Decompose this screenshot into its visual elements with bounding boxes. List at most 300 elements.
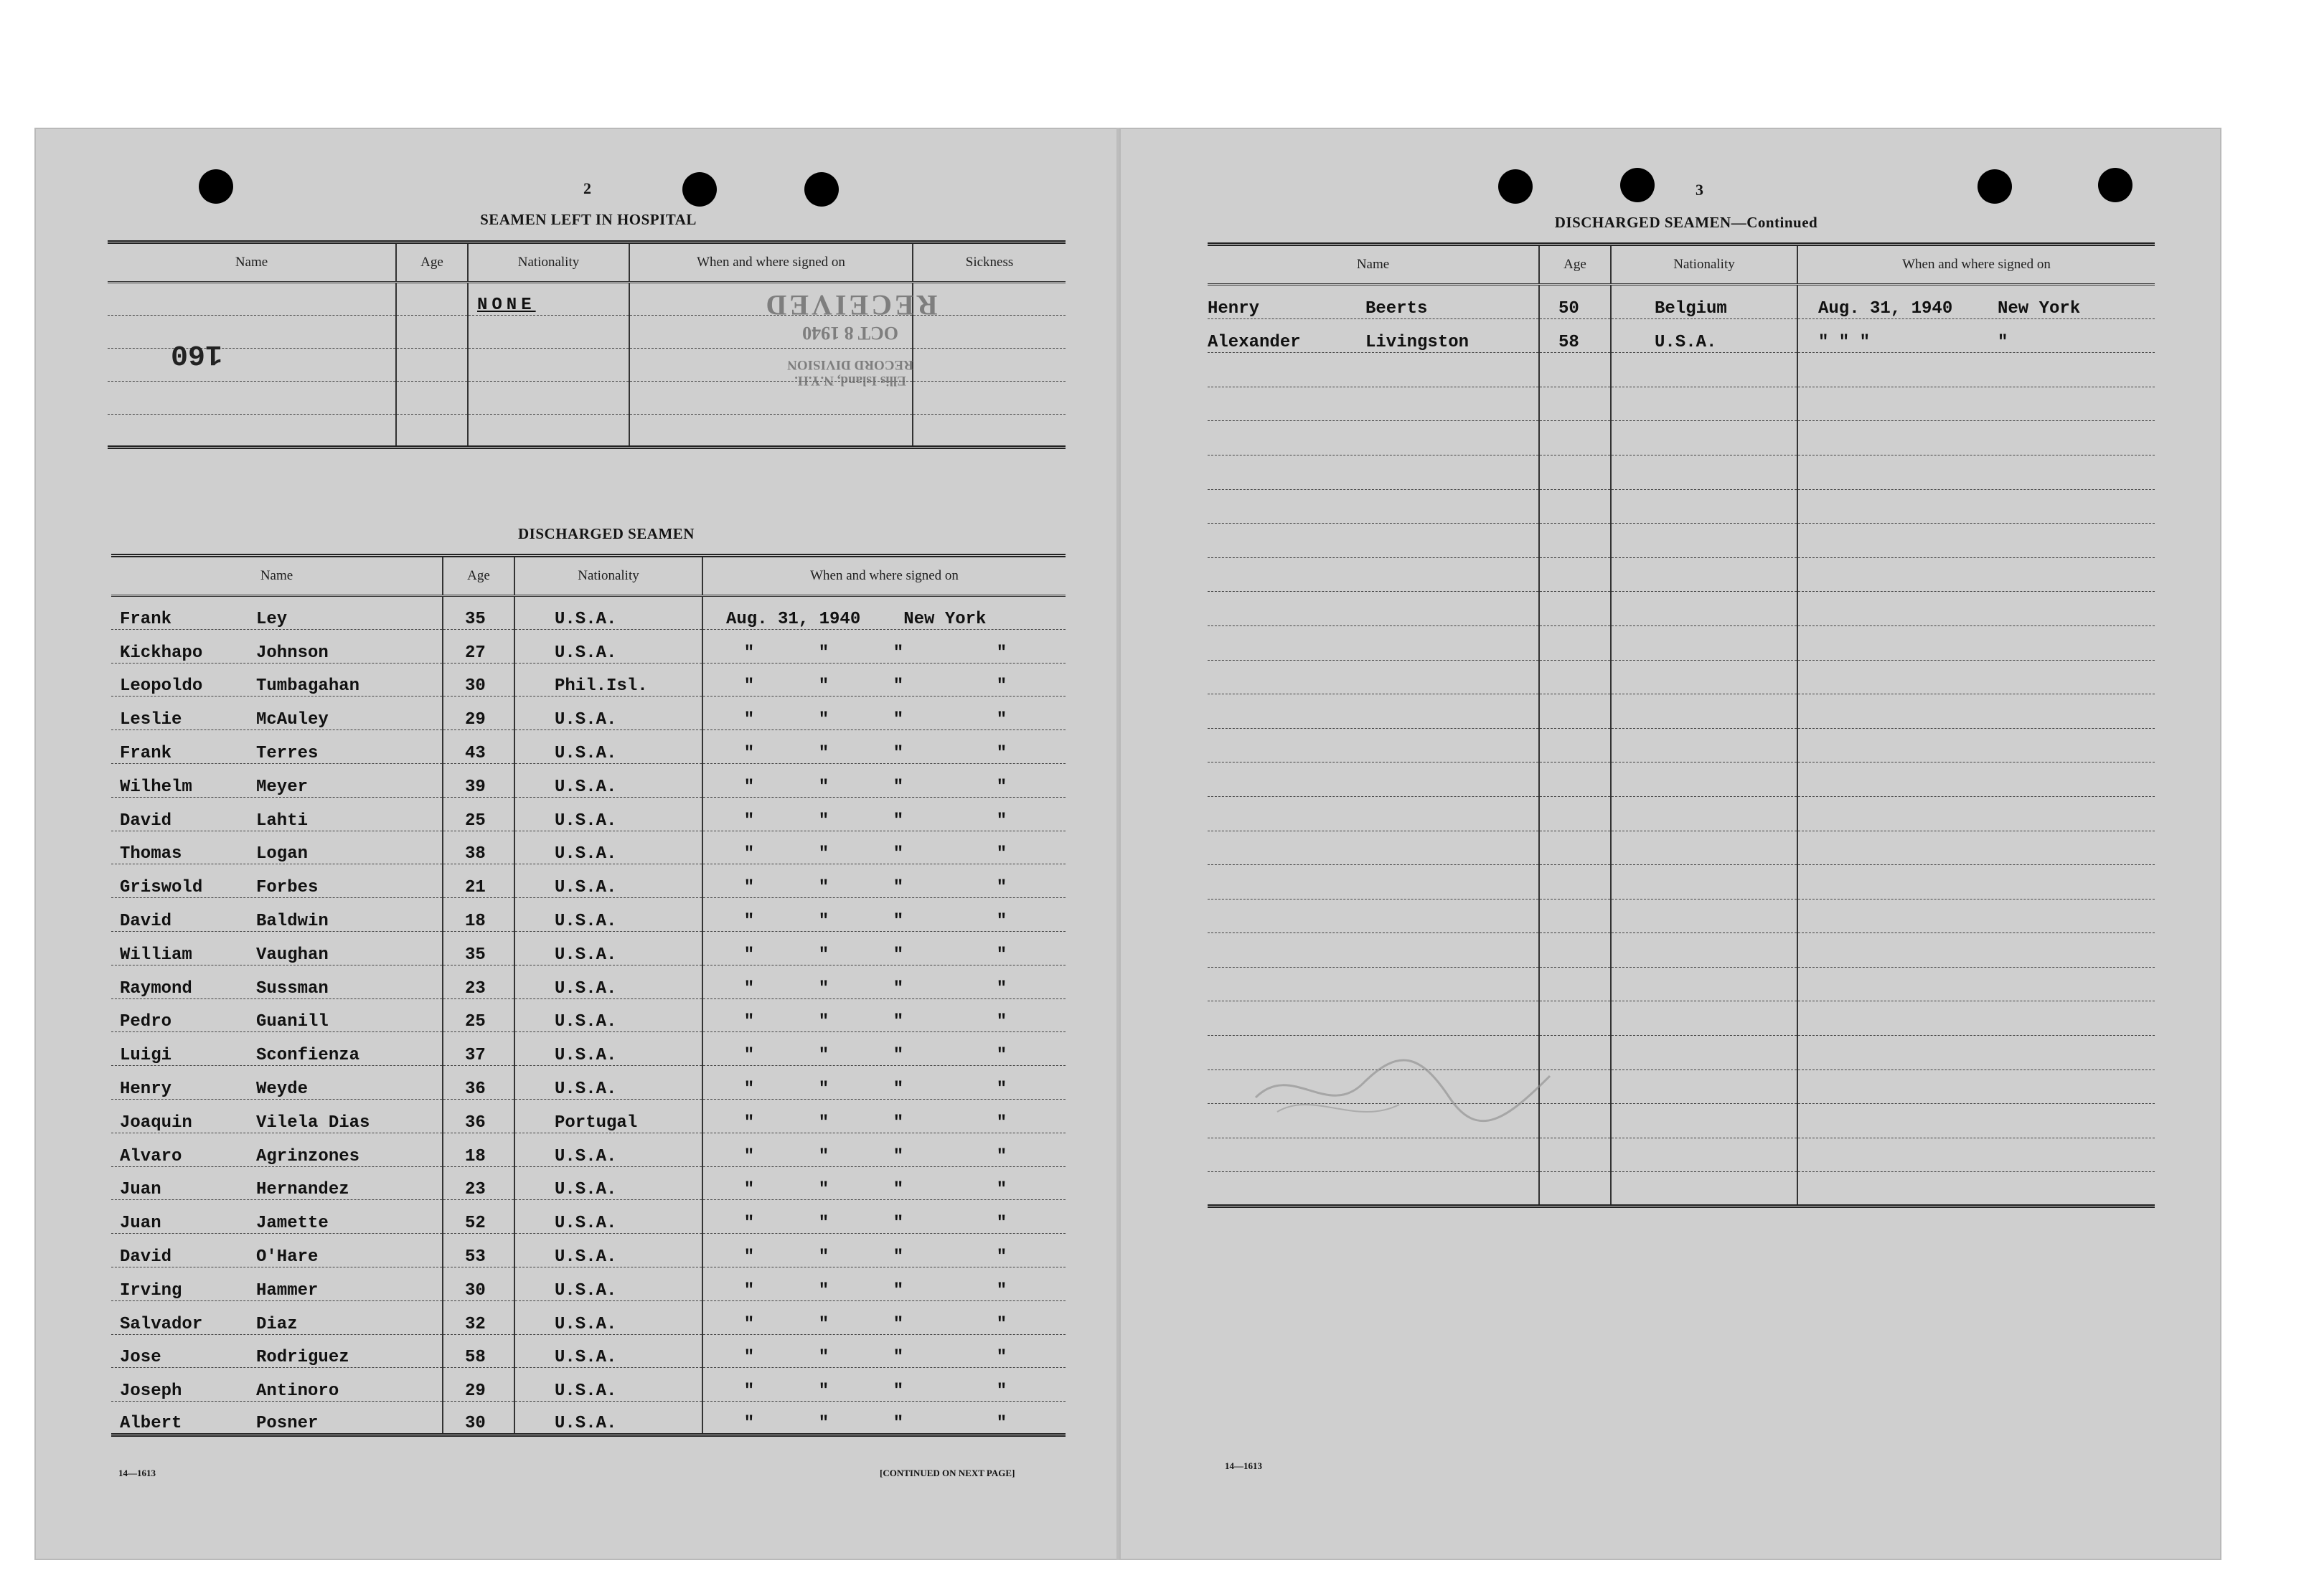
seaman-signed-on: [1797, 592, 2155, 626]
ditto-mark: ": [743, 1280, 755, 1300]
table-row: [111, 1267, 1066, 1300]
ditto-mark: ": [996, 676, 1007, 697]
seaman-name: [1208, 865, 1539, 899]
seaman-signed-on: [1797, 353, 2155, 387]
table-row: [1208, 421, 2155, 455]
seaman-signed-on: [1797, 455, 2155, 489]
table-row: [111, 763, 1066, 797]
first-name: Joaquin: [120, 1113, 192, 1133]
seaman-nationality: U.S.A.: [514, 1267, 702, 1300]
seaman-signed-on: [1797, 318, 2155, 353]
hospital-none-value: NONE: [477, 296, 536, 315]
seaman-signed-on: [702, 1267, 1066, 1300]
seaman-signed-on: [1797, 660, 2155, 694]
last-name: Rodriguez: [256, 1348, 349, 1368]
seaman-nationality: [1611, 353, 1797, 387]
seaman-name: [111, 797, 443, 831]
last-name: Meyer: [256, 777, 309, 797]
signed-on-date: Aug. 31, 1940: [726, 609, 861, 629]
ditto-mark: ": [893, 777, 904, 797]
seaman-age: [1539, 1172, 1611, 1207]
ditto-mark: ": [743, 777, 755, 797]
page-number: 2: [583, 179, 591, 197]
seaman-age: 29: [443, 697, 514, 730]
seaman-nationality: U.S.A.: [514, 1234, 702, 1267]
seaman-signed-on: [1797, 694, 2155, 729]
first-name: Albert: [120, 1413, 182, 1433]
ditto-mark: ": [743, 878, 755, 898]
seaman-age: [1539, 524, 1611, 558]
header-nationality: Nationality: [514, 556, 702, 596]
seaman-nationality: [1611, 1138, 1797, 1172]
seaman-name: [1208, 387, 1539, 421]
first-name: Frank: [120, 609, 172, 629]
ditto-mark: ": [818, 743, 829, 763]
ditto-mark: ": [893, 1046, 904, 1066]
ditto-mark: ": [818, 1113, 829, 1133]
table-row: [111, 965, 1066, 998]
seaman-signed-on: [702, 1133, 1066, 1166]
seaman-signed-on: [1797, 1036, 2155, 1070]
seaman-name: [1208, 831, 1539, 865]
ditto-mark: ": [996, 811, 1007, 831]
seaman-name: [1208, 421, 1539, 455]
header-nationality: Nationality: [1611, 245, 1797, 285]
ditto-mark: ": [893, 978, 904, 998]
seaman-nationality: [1611, 1001, 1797, 1036]
seaman-nationality: [1611, 1172, 1797, 1207]
seaman-name: [111, 663, 443, 697]
table-row: [1208, 1138, 2155, 1172]
seaman-age: 25: [443, 797, 514, 831]
seaman-signed-on: [702, 965, 1066, 998]
ditto-mark: ": [818, 1214, 829, 1234]
seaman-name: [111, 998, 443, 1032]
ditto-mark: ": [743, 676, 755, 697]
ditto-mark: ": [743, 1382, 755, 1402]
seaman-age: 36: [443, 1066, 514, 1100]
table-row: [1208, 899, 2155, 933]
seaman-signed-on: [1797, 762, 2155, 797]
ditto-mark: ": [996, 1382, 1007, 1402]
seaman-age: 38: [443, 831, 514, 864]
table-row: [111, 1402, 1066, 1435]
table-row: [111, 864, 1066, 898]
seaman-name: [111, 898, 443, 932]
ditto-mark: ": [818, 1046, 829, 1066]
form-number: 14—1613: [1225, 1460, 1262, 1471]
ditto-mark: ": [743, 844, 755, 864]
seaman-name: [111, 864, 443, 898]
ditto-mark: ": [743, 1247, 755, 1267]
seaman-age: 23: [443, 965, 514, 998]
last-name: Posner: [256, 1413, 319, 1433]
seaman-age: [1539, 831, 1611, 865]
last-name: Antinoro: [256, 1382, 339, 1402]
last-name: Guanill: [256, 1012, 329, 1032]
seaman-name: [111, 763, 443, 797]
seaman-signed-on: [702, 1334, 1066, 1368]
seaman-age: 30: [443, 663, 514, 697]
first-name: Leopoldo: [120, 676, 203, 697]
table-row: [1208, 967, 2155, 1001]
seaman-nationality: [1611, 421, 1797, 455]
stamp-line: RECORD DIVISION: [787, 357, 913, 372]
seaman-nationality: [1611, 524, 1797, 558]
seaman-age: [1539, 455, 1611, 489]
ditto-mark: ": [996, 1012, 1007, 1032]
seaman-name: [111, 931, 443, 965]
ditto-mark: ": [996, 945, 1007, 965]
seaman-name: [1208, 524, 1539, 558]
seaman-nationality: U.S.A.: [514, 730, 702, 764]
seaman-name: [1208, 625, 1539, 660]
seaman-name: [111, 697, 443, 730]
seaman-age: [1539, 660, 1611, 694]
table-row: [111, 831, 1066, 864]
seaman-nationality: U.S.A.: [514, 1368, 702, 1402]
seaman-name: [1208, 933, 1539, 968]
seaman-signed-on: [702, 1234, 1066, 1267]
ditto-mark: ": [893, 844, 904, 864]
table-row: [1208, 387, 2155, 421]
seaman-name: [1208, 762, 1539, 797]
seaman-signed-on: [702, 1402, 1066, 1435]
last-name: Terres: [256, 743, 319, 763]
seaman-age: [1539, 557, 1611, 592]
table-row: [111, 1300, 1066, 1334]
ditto-mark: ": [996, 1348, 1007, 1368]
table-row: [111, 1166, 1066, 1200]
signature-scribble: [1248, 1033, 1607, 1133]
ditto-mark: ": [743, 1214, 755, 1234]
seaman-nationality: [1611, 831, 1797, 865]
table-row: [1208, 489, 2155, 524]
ditto-mark: ": [818, 710, 829, 730]
first-name: Juan: [120, 1214, 161, 1234]
seaman-nationality: U.S.A.: [514, 1032, 702, 1066]
ditto-mark: ": [743, 978, 755, 998]
ditto-mark: ": [893, 1314, 904, 1334]
stamp-line: Ellis Island, N.Y.H.: [794, 373, 906, 388]
ditto-mark: ": [893, 1146, 904, 1166]
seaman-nationality: U.S.A.: [514, 931, 702, 965]
seaman-name: [1208, 318, 1539, 353]
ditto-mark: ": [818, 1413, 829, 1433]
seaman-age: [1539, 933, 1611, 968]
table-row: [1208, 728, 2155, 762]
seaman-name: [1208, 660, 1539, 694]
table-row: [111, 1133, 1066, 1166]
seaman-name: [1208, 1001, 1539, 1036]
table-row: [111, 1099, 1066, 1133]
seaman-age: 21: [443, 864, 514, 898]
seaman-signed-on: [1797, 285, 2155, 319]
last-name: Agrinzones: [256, 1146, 360, 1166]
seaman-signed-on: [1797, 1104, 2155, 1138]
ditto-mark: ": [893, 1280, 904, 1300]
stamp-received: RECEIVED: [763, 289, 938, 321]
first-name: Kickhapo: [120, 643, 203, 663]
ditto-mark: ": [893, 811, 904, 831]
table-row: [111, 663, 1066, 697]
ditto-mark: ": [996, 911, 1007, 931]
last-name: Johnson: [256, 643, 329, 663]
punch-hole: [1498, 169, 1533, 204]
ditto-mark: ": [818, 911, 829, 931]
seaman-nationality: U.S.A.: [514, 1066, 702, 1100]
ditto-mark: ": [818, 978, 829, 998]
seaman-age: [1539, 353, 1611, 387]
seaman-signed-on: [1797, 1069, 2155, 1104]
last-name: Sussman: [256, 978, 329, 998]
seaman-nationality: U.S.A.: [514, 763, 702, 797]
table-row: [1208, 455, 2155, 489]
seaman-nationality: [1611, 625, 1797, 660]
seaman-nationality: [1611, 899, 1797, 933]
seaman-nationality: Belgium: [1611, 285, 1797, 319]
seaman-nationality: [1611, 660, 1797, 694]
seaman-age: 52: [443, 1200, 514, 1234]
seaman-name: [1208, 455, 1539, 489]
table-row: [111, 931, 1066, 965]
header-age: Age: [396, 242, 468, 283]
discharged-table: [111, 554, 1066, 1437]
stamp-date: OCT 8 1940: [802, 323, 898, 344]
ditto-mark: ": [893, 1113, 904, 1133]
ditto-mark: ": [996, 1180, 1007, 1200]
ditto-mark: ": [996, 777, 1007, 797]
ditto-mark: ": [893, 1079, 904, 1099]
ditto-mark: ": [996, 1214, 1007, 1234]
seaman-age: 58: [1539, 318, 1611, 353]
seaman-signed-on: [1797, 625, 2155, 660]
seaman-signed-on: [702, 1066, 1066, 1100]
ditto-mark: ": [743, 1146, 755, 1166]
seaman-name: [111, 730, 443, 764]
table-row: [111, 1200, 1066, 1234]
table-row: [1208, 796, 2155, 831]
ditto-mark: ": [818, 1348, 829, 1368]
ditto-mark: ": [996, 743, 1007, 763]
table-row: [111, 1334, 1066, 1368]
continued-note: [CONTINUED ON NEXT PAGE]: [880, 1468, 1015, 1478]
seaman-signed-on: [702, 797, 1066, 831]
seaman-name: [111, 1267, 443, 1300]
seaman-nationality: [1611, 694, 1797, 729]
seaman-nationality: U.S.A.: [1611, 318, 1797, 353]
table-row: [111, 1066, 1066, 1100]
seaman-age: [1539, 728, 1611, 762]
seaman-age: 32: [443, 1300, 514, 1334]
table-row: [1208, 694, 2155, 729]
ditto-mark: ": [818, 1012, 829, 1032]
seaman-nationality: [1611, 728, 1797, 762]
seaman-nationality: U.S.A.: [514, 1402, 702, 1435]
seaman-signed-on: [702, 864, 1066, 898]
seaman-age: 39: [443, 763, 514, 797]
punch-hole: [682, 172, 717, 207]
seaman-nationality: U.S.A.: [514, 864, 702, 898]
last-name: Hernandez: [256, 1180, 349, 1200]
ditto-mark: ": [996, 878, 1007, 898]
last-name: Jamette: [256, 1214, 329, 1234]
first-name: Alexander: [1208, 333, 1301, 353]
discharged-continued-title: DISCHARGED SEAMEN—Continued: [1554, 214, 1818, 231]
seaman-signed-on: [702, 663, 1066, 697]
seaman-name: [111, 1200, 443, 1234]
seaman-nationality: Portugal: [514, 1099, 702, 1133]
seaman-nationality: [1611, 762, 1797, 797]
seaman-age: [1539, 796, 1611, 831]
table-row: [1208, 353, 2155, 387]
last-name: Weyde: [256, 1079, 309, 1099]
ditto-mark: ": [893, 1413, 904, 1433]
seaman-signed-on: [1797, 865, 2155, 899]
seaman-age: 29: [443, 1368, 514, 1402]
ditto-mark: ": [893, 1214, 904, 1234]
seaman-age: 18: [443, 898, 514, 932]
ditto-mark: ": [743, 710, 755, 730]
seaman-signed-on: [1797, 831, 2155, 865]
seaman-name: [1208, 1172, 1539, 1207]
ditto-mark: ": [996, 1413, 1007, 1433]
seaman-age: [1539, 1138, 1611, 1172]
seaman-name: [1208, 899, 1539, 933]
seaman-signed-on: [702, 697, 1066, 730]
seaman-age: [1539, 967, 1611, 1001]
seaman-nationality: U.S.A.: [514, 1166, 702, 1200]
ditto-mark: ": [743, 1012, 755, 1032]
first-name: Frank: [120, 743, 172, 763]
ditto-mark: ": [743, 1113, 755, 1133]
seaman-name: [111, 596, 443, 630]
form-number: 14—1613: [118, 1468, 156, 1478]
table-row: [1208, 933, 2155, 968]
seaman-age: [1539, 489, 1611, 524]
ditto-mark: ": [996, 1280, 1007, 1300]
header-signed-on: When and where signed on: [702, 556, 1066, 596]
seaman-age: [1539, 592, 1611, 626]
punch-hole: [2098, 168, 2132, 202]
seaman-nationality: [1611, 1069, 1797, 1104]
seaman-nationality: U.S.A.: [514, 629, 702, 663]
ditto-mark: ": [893, 1012, 904, 1032]
first-name: Juan: [120, 1180, 161, 1200]
ditto-mark: ": [893, 1348, 904, 1368]
ditto-mark: ": [996, 710, 1007, 730]
seaman-signed-on: [1797, 967, 2155, 1001]
ditto-mark: ": [743, 743, 755, 763]
ditto-mark: ": [818, 1314, 829, 1334]
table-row: [111, 797, 1066, 831]
seaman-nationality: [1611, 489, 1797, 524]
ditto-mark: ": [893, 710, 904, 730]
ditto-mark: ": [996, 1079, 1007, 1099]
last-name: Beerts: [1365, 298, 1428, 318]
seaman-signed-on: [1797, 1001, 2155, 1036]
seaman-name: [1208, 285, 1539, 319]
signed-on-date: Aug. 31, 1940: [1818, 298, 1953, 318]
seaman-signed-on: [702, 898, 1066, 932]
first-name: Jose: [120, 1348, 161, 1368]
ditto-mark: ": [818, 777, 829, 797]
seaman-name: [1208, 489, 1539, 524]
seaman-age: 43: [443, 730, 514, 764]
ditto-mark: ": [893, 945, 904, 965]
seaman-nationality: [1611, 557, 1797, 592]
last-name: Forbes: [256, 878, 319, 898]
seaman-age: [1539, 899, 1611, 933]
ditto-mark: ": [996, 844, 1007, 864]
seaman-signed-on: [702, 1166, 1066, 1200]
seaman-signed-on: [702, 1099, 1066, 1133]
seaman-signed-on: [702, 931, 1066, 965]
seaman-nationality: U.S.A.: [514, 1334, 702, 1368]
ditto-mark: ": [893, 911, 904, 931]
first-name: Joseph: [120, 1382, 182, 1402]
table-row: [1208, 557, 2155, 592]
seaman-age: [1539, 865, 1611, 899]
seaman-signed-on: [1797, 796, 2155, 831]
seaman-signed-on: [1797, 728, 2155, 762]
last-name: Vilela Dias: [256, 1113, 370, 1133]
signed-on-date: " " ": [1818, 333, 1871, 353]
seaman-nationality: [1611, 865, 1797, 899]
last-name: Livingston: [1365, 333, 1469, 353]
header-age: Age: [1539, 245, 1611, 285]
table-row: [111, 596, 1066, 630]
first-name: Henry: [1208, 298, 1260, 318]
header-nationality: Nationality: [468, 242, 629, 283]
ditto-mark: ": [743, 1046, 755, 1066]
handwritten-number: 160: [171, 337, 223, 369]
seaman-age: 23: [443, 1166, 514, 1200]
table-row: [111, 629, 1066, 663]
ditto-mark: ": [818, 1280, 829, 1300]
seaman-age: [1539, 694, 1611, 729]
table-row: [111, 898, 1066, 932]
seaman-age: [1539, 762, 1611, 797]
seaman-age: 50: [1539, 285, 1611, 319]
first-name: Pedro: [120, 1012, 172, 1032]
last-name: Logan: [256, 844, 309, 864]
ditto-mark: ": [818, 811, 829, 831]
seaman-name: [1208, 728, 1539, 762]
seaman-name: [1208, 796, 1539, 831]
table-row: [111, 697, 1066, 730]
first-name: David: [120, 1247, 172, 1267]
seaman-name: [111, 629, 443, 663]
seaman-signed-on: [702, 596, 1066, 630]
last-name: Vaughan: [256, 945, 329, 965]
seaman-age: 18: [443, 1133, 514, 1166]
ditto-mark: ": [893, 1382, 904, 1402]
ditto-mark: ": [996, 1146, 1007, 1166]
seaman-nationality: U.S.A.: [514, 831, 702, 864]
seaman-signed-on: [702, 629, 1066, 663]
seaman-age: 36: [443, 1099, 514, 1133]
ditto-mark: ": [743, 643, 755, 663]
seaman-age: [1539, 387, 1611, 421]
seaman-signed-on: [702, 730, 1066, 764]
seaman-signed-on: [702, 1368, 1066, 1402]
seaman-nationality: [1611, 387, 1797, 421]
first-name: Wilhelm: [120, 777, 192, 797]
seaman-name: [1208, 353, 1539, 387]
last-name: Hammer: [256, 1280, 319, 1300]
seaman-signed-on: [1797, 489, 2155, 524]
